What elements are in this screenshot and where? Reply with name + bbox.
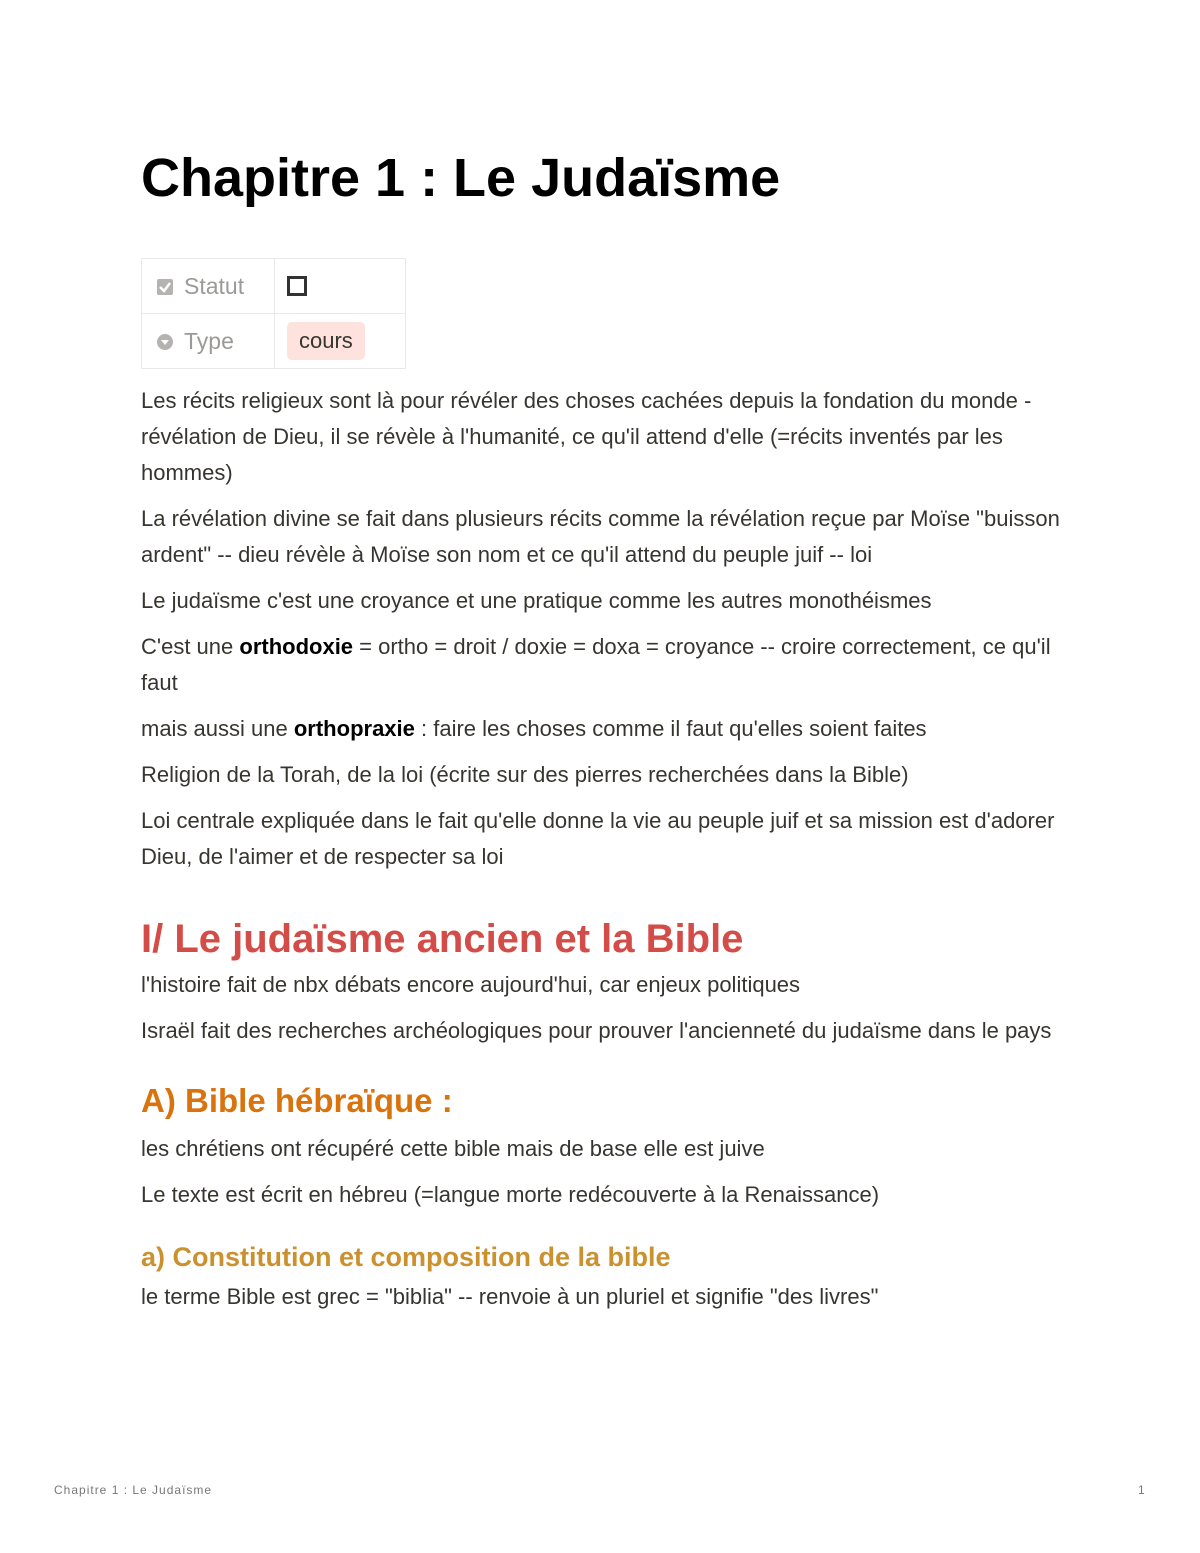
property-key-type — [142, 314, 275, 369]
property-row-status — [142, 259, 406, 314]
paragraph: Le judaïsme c'est une croyance et une pratique comme les autres monothéismes — [141, 588, 932, 613]
paragraph: Les récits religieux sont là pour révéler des choses cachées depuis la fondation du monde - révélation de Dieu, il se révèle à l'humanité, ce qu'il attend d'elle (=récits inventés par les hommes) — [141, 388, 1032, 485]
property-value-type[interactable] — [275, 314, 406, 369]
checkbox-property-icon — [156, 275, 174, 293]
page-number: 1 — [1138, 1483, 1145, 1497]
text-run: : faire les choses comme il faut qu'elles soient faites — [414, 716, 927, 741]
page-title: Chapitre 1 : Le Judaïsme — [141, 148, 781, 208]
text-run: mais aussi une — [141, 716, 294, 741]
status-checkbox[interactable] — [287, 276, 307, 296]
paragraph: La révélation divine se fait dans plusieurs récits comme la révélation reçue par Moïse "buisson ardent" -- dieu révèle à Moïse son nom et ce qu'il attend du peuple juif -- loi — [141, 506, 1060, 567]
paragraph: Loi centrale expliquée dans le fait qu'elle donne la vie au peuple juif et sa mission est d'adorer Dieu, de l'aimer et de respecter sa loi — [141, 808, 1055, 869]
text-run: C'est une — [141, 634, 240, 659]
status-label: Statut — [184, 272, 245, 299]
paragraph: l'histoire fait de nbx débats encore aujourd'hui, car enjeux politiques — [141, 972, 801, 997]
paragraph: les chrétiens ont récupéré cette bible mais de base elle est juive — [141, 1136, 765, 1161]
bold-term: orthopraxie — [293, 716, 415, 741]
property-key-status — [142, 259, 275, 314]
paragraph-orthodoxie — [141, 629, 1066, 701]
text-run: = ortho = droit / doxie = doxa = croyance -- croire correctement, ce qu'il faut — [141, 634, 1051, 695]
paragraph: le terme Bible est grec = "biblia" -- renvoie à un pluriel et signifie "des livres" — [141, 1284, 879, 1309]
type-label: Type — [184, 327, 234, 354]
bold-term: orthodoxie — [239, 634, 354, 659]
property-row-type — [142, 314, 406, 369]
paragraph: Religion de la Torah, de la loi (écrite sur des pierres recherchées dans la Bible) — [141, 762, 909, 787]
type-tag[interactable]: cours — [287, 322, 365, 360]
paragraph: Israël fait des recherches archéologiques pour prouver l'ancienneté du judaïsme dans le pays — [141, 1018, 1052, 1043]
footer-title: Chapitre 1 : Le Judaïsme — [54, 1483, 213, 1497]
section-heading-2: A) Bible hébraïque : — [141, 1082, 453, 1119]
select-property-icon — [156, 330, 174, 348]
paragraph-orthopraxie — [141, 711, 1066, 747]
property-value-status[interactable] — [275, 259, 406, 314]
section-heading-1: I/ Le judaïsme ancien et la Bible — [141, 917, 744, 961]
properties-table — [141, 258, 406, 369]
paragraph: Le texte est écrit en hébreu (=langue morte redécouverte à la Renaissance) — [141, 1182, 880, 1207]
section-heading-3: a) Constitution et composition de la bible — [141, 1242, 671, 1272]
document-body — [141, 383, 1066, 1325]
